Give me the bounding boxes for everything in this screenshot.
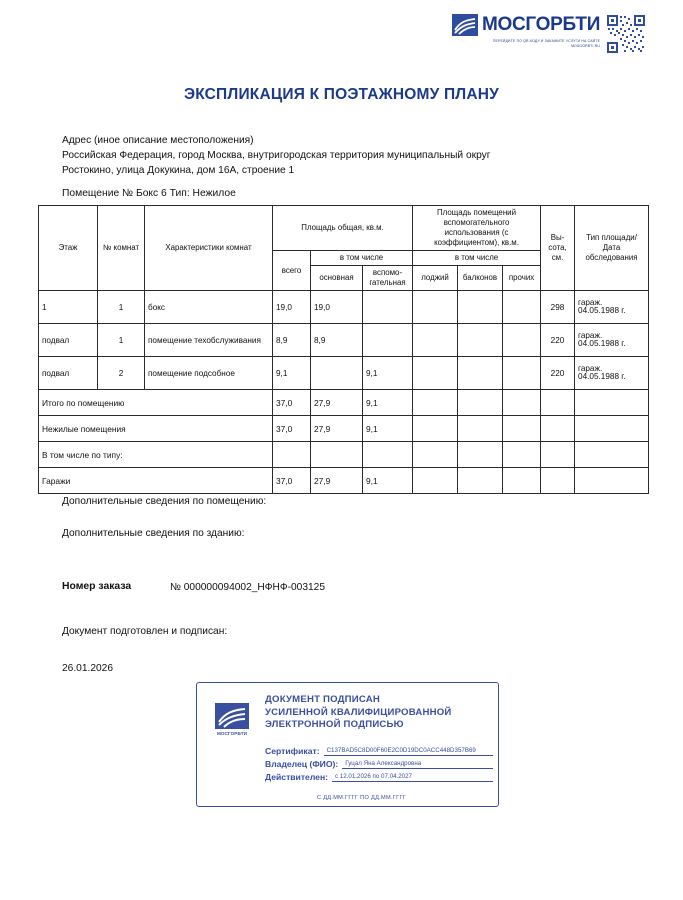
cell-total: 9,1 bbox=[273, 357, 311, 390]
th-including-2: в том числе bbox=[413, 251, 541, 266]
cell-height: 220 bbox=[541, 324, 575, 357]
summary-row bbox=[39, 390, 649, 416]
th-others: прочих bbox=[503, 266, 541, 291]
summary-row bbox=[39, 442, 649, 468]
summary-others bbox=[503, 468, 541, 494]
summary-label: В том числе по типу: bbox=[39, 442, 273, 468]
cell-main bbox=[311, 357, 363, 390]
th-aux-group: Площадь помещений вспомогательного использования (с коэффициентом), кв.м. bbox=[413, 206, 541, 251]
th-total-area-group: Площадь общая, кв.м. bbox=[273, 206, 413, 251]
order-number-label: Номер заказа bbox=[62, 581, 132, 592]
cell-rooms-no: 1 bbox=[98, 324, 145, 357]
brand-logo bbox=[452, 14, 600, 49]
cell-floor: подвал bbox=[39, 324, 98, 357]
stamp-logo-label: МОСГОРБТИ bbox=[216, 731, 248, 736]
additional-premise-info: Дополнительные сведения по помещению: bbox=[62, 496, 267, 507]
summary-main: 27,9 bbox=[311, 416, 363, 442]
address-label: Адрес (иное описание местоположения) bbox=[62, 135, 254, 146]
stamp-certificate-value: C137BAD5C8D00F60E2C0D19DC0ACC448D357B69 bbox=[324, 747, 493, 756]
table-row bbox=[39, 357, 649, 390]
summary-others bbox=[503, 442, 541, 468]
cell-loggias bbox=[413, 291, 458, 324]
stamp-valid-label: Действителен: bbox=[265, 772, 329, 782]
stamp-valid-row bbox=[265, 772, 493, 782]
summary-main bbox=[311, 442, 363, 468]
th-main: основная bbox=[311, 266, 363, 291]
address-block bbox=[62, 133, 490, 178]
cell-auxiliary bbox=[363, 324, 413, 357]
summary-auxiliary bbox=[363, 442, 413, 468]
th-balconies: балконов bbox=[458, 266, 503, 291]
summary-height bbox=[541, 390, 575, 416]
cell-total: 8,9 bbox=[273, 324, 311, 357]
summary-height bbox=[541, 442, 575, 468]
summary-loggias bbox=[413, 468, 458, 494]
order-number-value: № 000000094002_НФНФ-003125 bbox=[170, 582, 326, 593]
stamp-fields bbox=[265, 746, 493, 785]
stamp-heading-line-1: ДОКУМЕНТ ПОДПИСАН bbox=[265, 694, 381, 705]
stamp-owner-label: Владелец (ФИО): bbox=[265, 759, 339, 769]
cell-total: 19,0 bbox=[273, 291, 311, 324]
table-row bbox=[39, 291, 649, 324]
premise-line: Помещение № Бокс 6 Тип: Нежилое bbox=[62, 188, 236, 199]
stamp-owner-row bbox=[265, 759, 493, 769]
summary-auxiliary: 9,1 bbox=[363, 416, 413, 442]
summary-type-date bbox=[575, 416, 649, 442]
address-line-2: Ростокино, улица Докукина, дом 16А, строение 1 bbox=[62, 165, 295, 176]
stamp-heading-line-2: УСИЛЕННОЙ КВАЛИФИЦИРОВАННОЙ bbox=[265, 706, 452, 718]
summary-total bbox=[273, 442, 311, 468]
summary-auxiliary: 9,1 bbox=[363, 390, 413, 416]
summary-type-date bbox=[575, 390, 649, 416]
summary-height bbox=[541, 416, 575, 442]
th-auxiliary: вспомо-гательная bbox=[363, 266, 413, 291]
summary-height bbox=[541, 468, 575, 494]
cell-characteristics: помещение техобслуживания bbox=[145, 324, 273, 357]
cell-balconies bbox=[458, 357, 503, 390]
stamp-heading bbox=[265, 694, 452, 732]
th-including: в том числе bbox=[311, 251, 413, 266]
page-title: ЭКСПЛИКАЦИЯ К ПОЭТАЖНОМУ ПЛАНУ bbox=[183, 86, 500, 103]
cell-type-date: гараж. 04.05.1988 г. bbox=[575, 357, 649, 390]
cell-rooms-no: 2 bbox=[98, 357, 145, 390]
th-floor: Этаж bbox=[39, 206, 98, 291]
explication-table bbox=[38, 205, 649, 494]
brand-name: МОСГОРБТИ bbox=[482, 14, 601, 35]
summary-type-date bbox=[575, 468, 649, 494]
th-loggias: лоджий bbox=[413, 266, 458, 291]
electronic-signature-stamp bbox=[196, 682, 499, 807]
address-line-1: Российская Федерация, город Москва, внутригородская территория муниципальный округ bbox=[62, 150, 491, 161]
th-rooms-no: № комнат bbox=[98, 206, 145, 291]
summary-main: 27,9 bbox=[311, 390, 363, 416]
cell-rooms-no: 1 bbox=[98, 291, 145, 324]
summary-row bbox=[39, 416, 649, 442]
summary-loggias bbox=[413, 416, 458, 442]
stamp-certificate-label: Сертификат: bbox=[265, 746, 320, 756]
cell-height: 298 bbox=[541, 291, 575, 324]
th-type-date: Тип площади/ Дата обследования bbox=[575, 206, 649, 291]
table-row bbox=[39, 324, 649, 357]
stamp-valid-value: с 12.01.2026 по 07.04.2027 bbox=[332, 773, 493, 782]
summary-loggias bbox=[413, 442, 458, 468]
summary-others bbox=[503, 416, 541, 442]
cell-characteristics: помещение подсобное bbox=[145, 357, 273, 390]
brand-tagline: ПЕРЕЙДИТЕ ПО QR-КОДУ И ЗАКАЖИТЕ УСЛУГИ НА САЙТЕ bbox=[492, 39, 601, 43]
cell-characteristics: бокс bbox=[145, 291, 273, 324]
cell-height: 220 bbox=[541, 357, 575, 390]
cell-floor: 1 bbox=[39, 291, 98, 324]
cell-type-date: гараж. 04.05.1988 г. bbox=[575, 291, 649, 324]
cell-others bbox=[503, 324, 541, 357]
summary-others bbox=[503, 390, 541, 416]
summary-total: 37,0 bbox=[273, 468, 311, 494]
summary-loggias bbox=[413, 390, 458, 416]
qr-code-icon bbox=[606, 14, 646, 54]
summary-balconies bbox=[458, 390, 503, 416]
cell-main: 19,0 bbox=[311, 291, 363, 324]
stamp-owner-value: Гуцал Яна Александровна bbox=[342, 760, 493, 769]
cell-loggias bbox=[413, 357, 458, 390]
cell-balconies bbox=[458, 324, 503, 357]
summary-label: Нежилые помещения bbox=[39, 416, 273, 442]
prepared-label: Документ подготовлен и подписан: bbox=[62, 626, 228, 637]
prepared-date: 26.01.2026 bbox=[62, 663, 113, 674]
brand-site: MOSGORBTI.RU bbox=[571, 44, 601, 48]
cell-type-date: гараж. 04.05.1988 г. bbox=[575, 324, 649, 357]
summary-type-date bbox=[575, 442, 649, 468]
th-characteristics: Характеристики комнат bbox=[145, 206, 273, 291]
summary-total: 37,0 bbox=[273, 390, 311, 416]
cell-floor: подвал bbox=[39, 357, 98, 390]
cell-auxiliary bbox=[363, 291, 413, 324]
header-logo-block bbox=[452, 14, 667, 58]
summary-balconies bbox=[458, 442, 503, 468]
summary-main: 27,9 bbox=[311, 468, 363, 494]
summary-total: 37,0 bbox=[273, 416, 311, 442]
summary-row bbox=[39, 468, 649, 494]
stamp-logo bbox=[206, 703, 258, 736]
cell-main: 8,9 bbox=[311, 324, 363, 357]
additional-building-info: Дополнительные сведения по зданию: bbox=[62, 528, 245, 539]
summary-balconies bbox=[458, 468, 503, 494]
stamp-heading-line-3: ЭЛЕКТРОННОЙ ПОДПИСЬЮ bbox=[265, 719, 404, 731]
cell-auxiliary: 9,1 bbox=[363, 357, 413, 390]
mosgorbti-logo-icon bbox=[215, 703, 249, 729]
th-height: Вы-сота, см. bbox=[541, 206, 575, 291]
th-total: всего bbox=[273, 251, 311, 291]
summary-balconies bbox=[458, 416, 503, 442]
mosgorbti-logo-icon bbox=[452, 14, 478, 36]
cell-others bbox=[503, 357, 541, 390]
cell-others bbox=[503, 291, 541, 324]
summary-label: Гаражи bbox=[39, 468, 273, 494]
cell-loggias bbox=[413, 324, 458, 357]
summary-label: Итого по помещению bbox=[39, 390, 273, 416]
stamp-certificate-row bbox=[265, 746, 493, 756]
stamp-footer: С ДД.ММ.ГГГГ ПО ДД.ММ.ГГГГ bbox=[317, 795, 407, 801]
summary-auxiliary: 9,1 bbox=[363, 468, 413, 494]
cell-balconies bbox=[458, 291, 503, 324]
